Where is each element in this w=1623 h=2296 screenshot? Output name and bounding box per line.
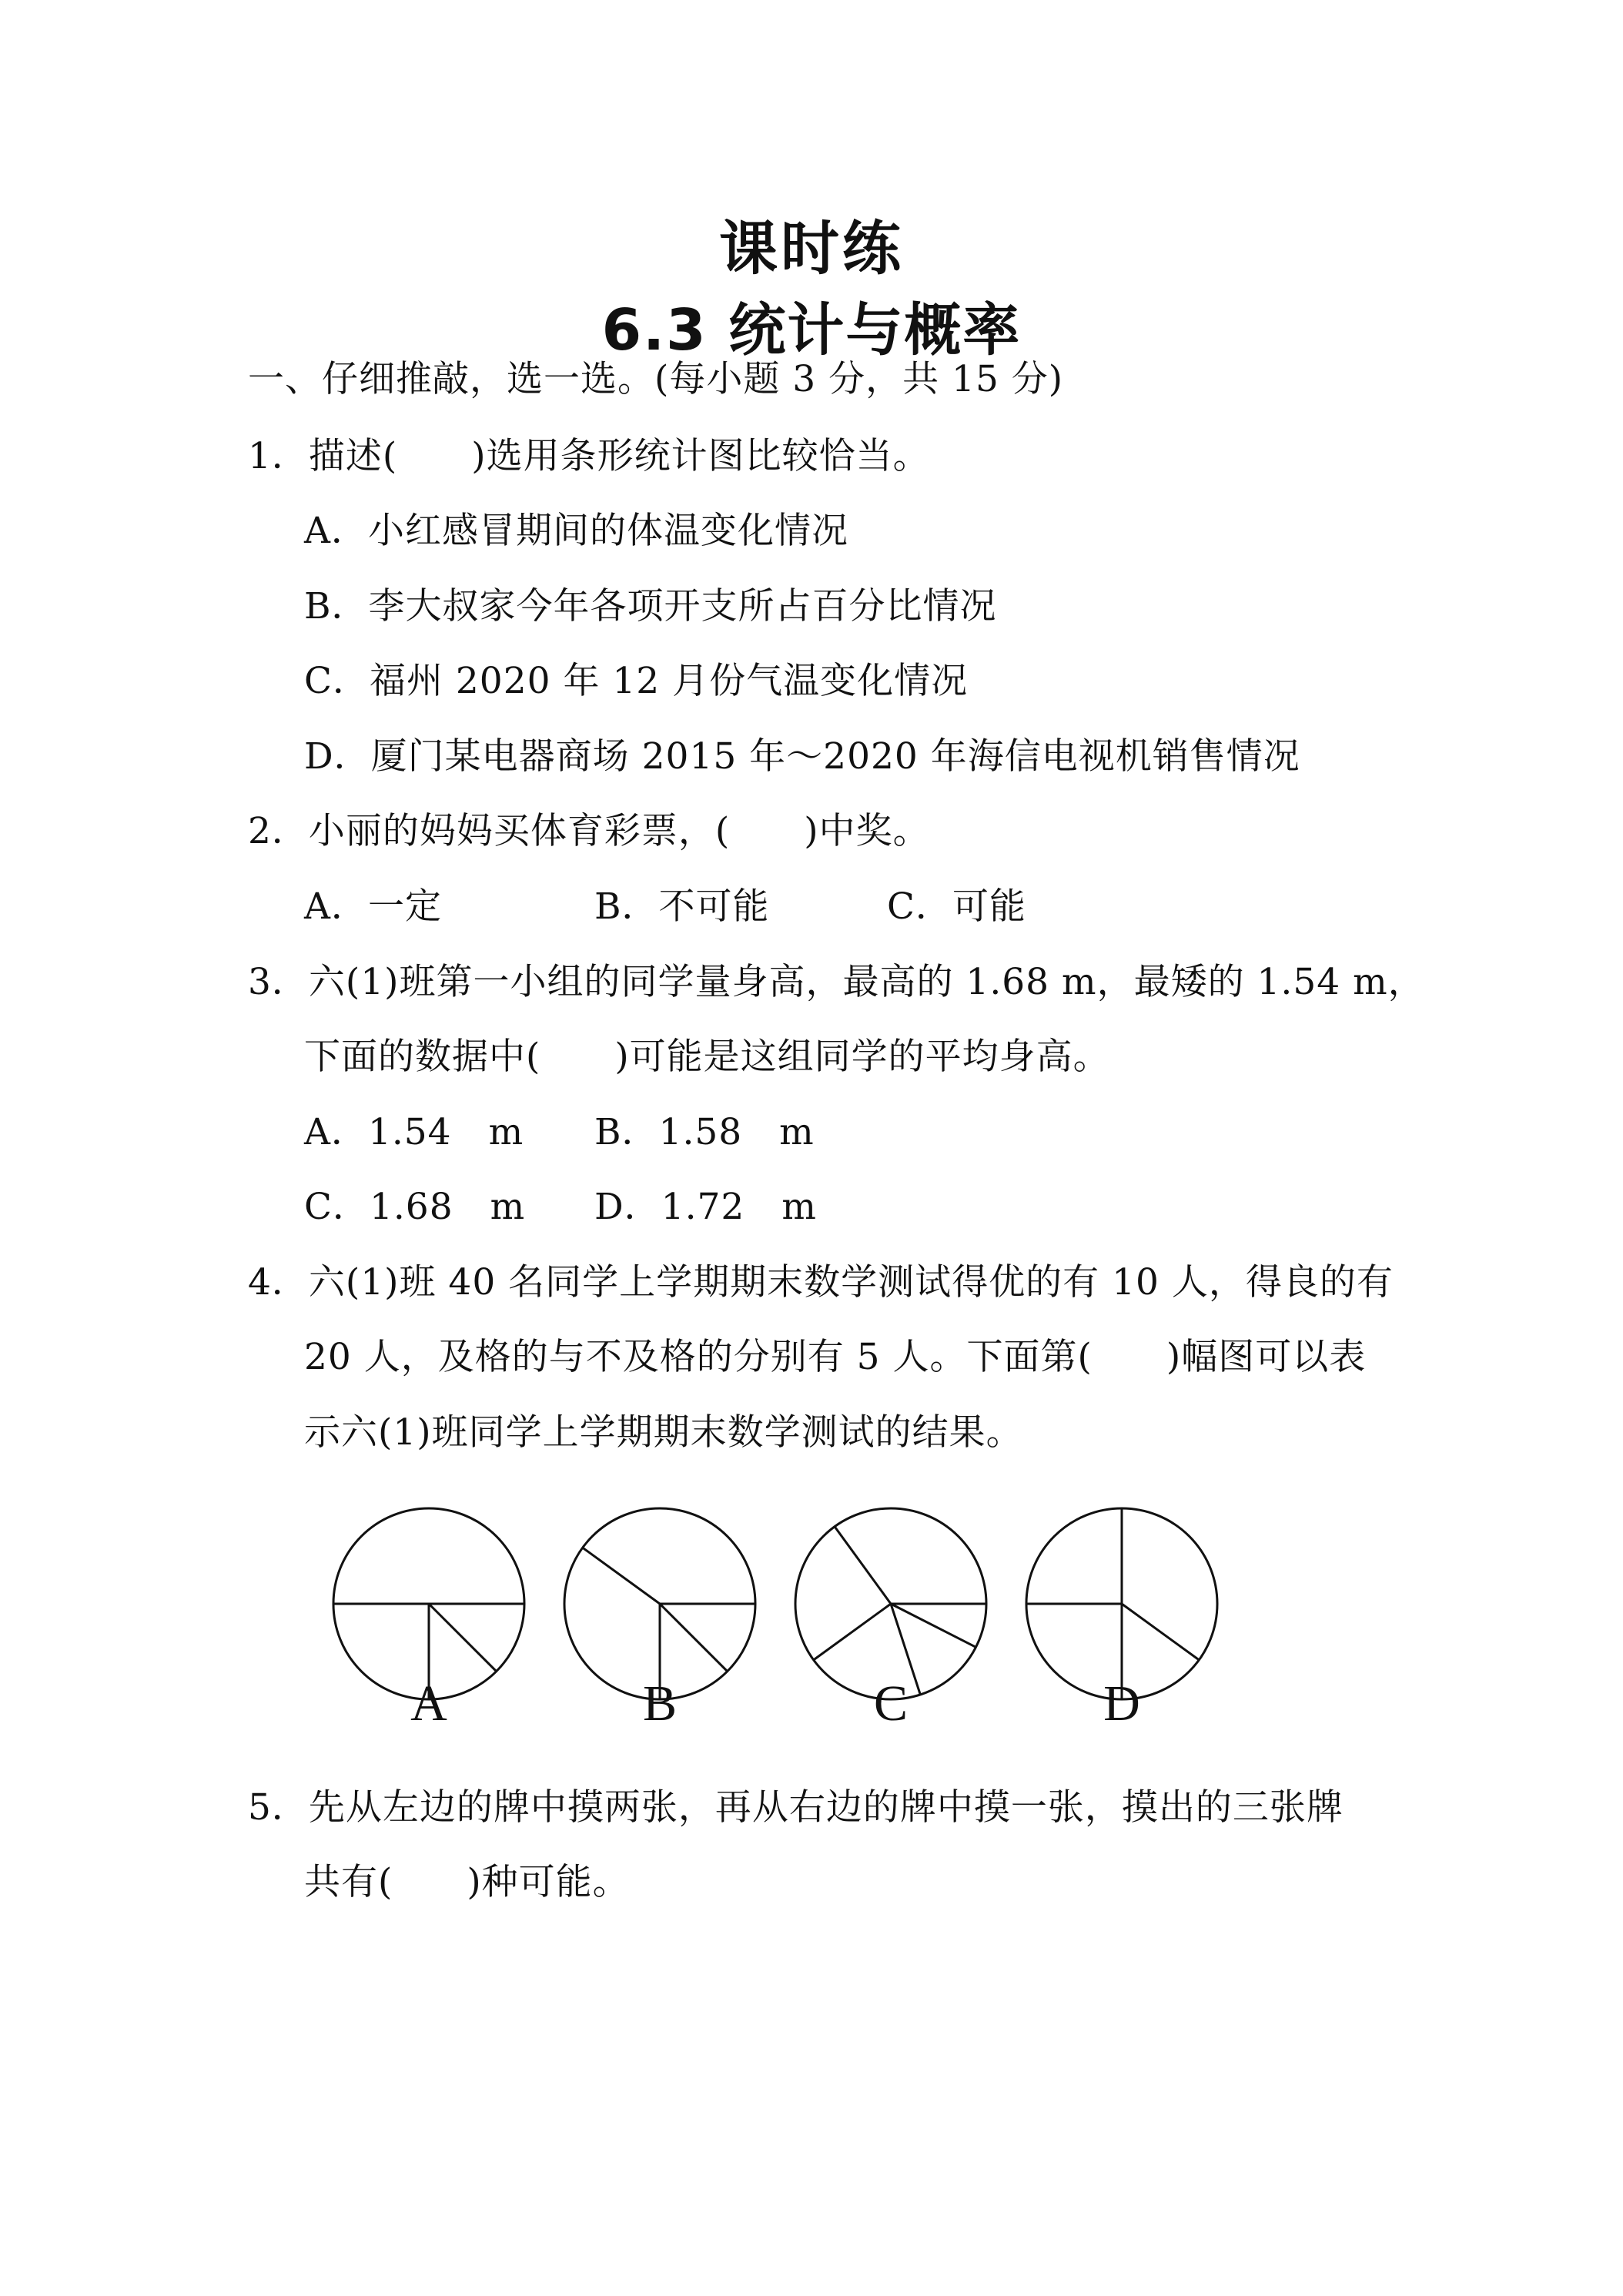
question-3-option-c: C．1.68 m	[304, 1186, 526, 1228]
question-3-line-1: 3．六(1)班第一小组的同学量身高，最高的 1.68 m，最矮的 1.54 m，	[248, 961, 1425, 1003]
pie-label-b: B	[642, 1675, 678, 1732]
question-2-option-a: A．一定	[304, 885, 442, 928]
pie-a	[333, 1508, 524, 1699]
question-3-option-d: D．1.72 m	[594, 1186, 817, 1228]
pie-label-d: D	[1103, 1675, 1140, 1732]
question-1-option-b: B．李大叔家今年各项开支所占百分比情况	[304, 585, 997, 628]
pie-slice-boundary	[1122, 1604, 1199, 1660]
pie-d	[1026, 1508, 1217, 1699]
question-3-option-b: B．1.58 m	[594, 1111, 815, 1153]
pie-label-c: C	[873, 1675, 909, 1732]
question-5-line-1: 5．先从左边的牌中摸两张，再从右边的牌中摸一张，摸出的三张牌	[248, 1786, 1344, 1829]
question-1-stem: 1．描述( )选用条形统计图比较恰当。	[248, 435, 930, 477]
pie-slice-boundary	[429, 1604, 497, 1672]
pie-slice-boundary	[835, 1527, 891, 1604]
pie-label-a: A	[410, 1675, 447, 1732]
pie-b	[564, 1508, 755, 1699]
section-heading: 一、仔细推敲，选一选。(每小题 3 分，共 15 分)	[248, 358, 1064, 400]
question-1-option-c: C．福州 2020 年 12 月份气温变化情况	[304, 660, 969, 702]
question-4-line-3: 示六(1)班同学上学期期末数学测试的结果。	[304, 1411, 1023, 1454]
question-5-line-2: 共有( )种可能。	[304, 1861, 630, 1903]
question-2-stem: 2．小丽的妈妈买体育彩票，( )中奖。	[248, 810, 930, 852]
pie-slice-boundary	[660, 1604, 728, 1672]
page-subtitle: 6.3 统计与概率	[601, 297, 1022, 363]
pie-slice-boundary	[583, 1548, 660, 1604]
pie-c	[795, 1508, 986, 1699]
question-2-option-b: B．不可能	[594, 885, 770, 928]
question-4-line-1: 4．六(1)班 40 名同学上学期期末数学测试得优的有 10 人，得良的有	[248, 1261, 1394, 1304]
question-1-option-a: A．小红感冒期间的体温变化情况	[304, 510, 848, 552]
question-4-line-2: 20 人，及格的与不及格的分别有 5 人。下面第( )幅图可以表	[304, 1336, 1367, 1378]
question-2-option-c: C．可能	[887, 885, 1026, 928]
question-1-option-d: D．厦门某电器商场 2015 年～2020 年海信电视机销售情况	[304, 735, 1300, 778]
page-title: 课时练	[719, 214, 904, 283]
question-3-line-2: 下面的数据中( )可能是这组同学的平均身高。	[304, 1036, 1110, 1078]
question-3-option-a: A．1.54 m	[304, 1111, 524, 1153]
pie-slice-boundary	[814, 1604, 891, 1660]
